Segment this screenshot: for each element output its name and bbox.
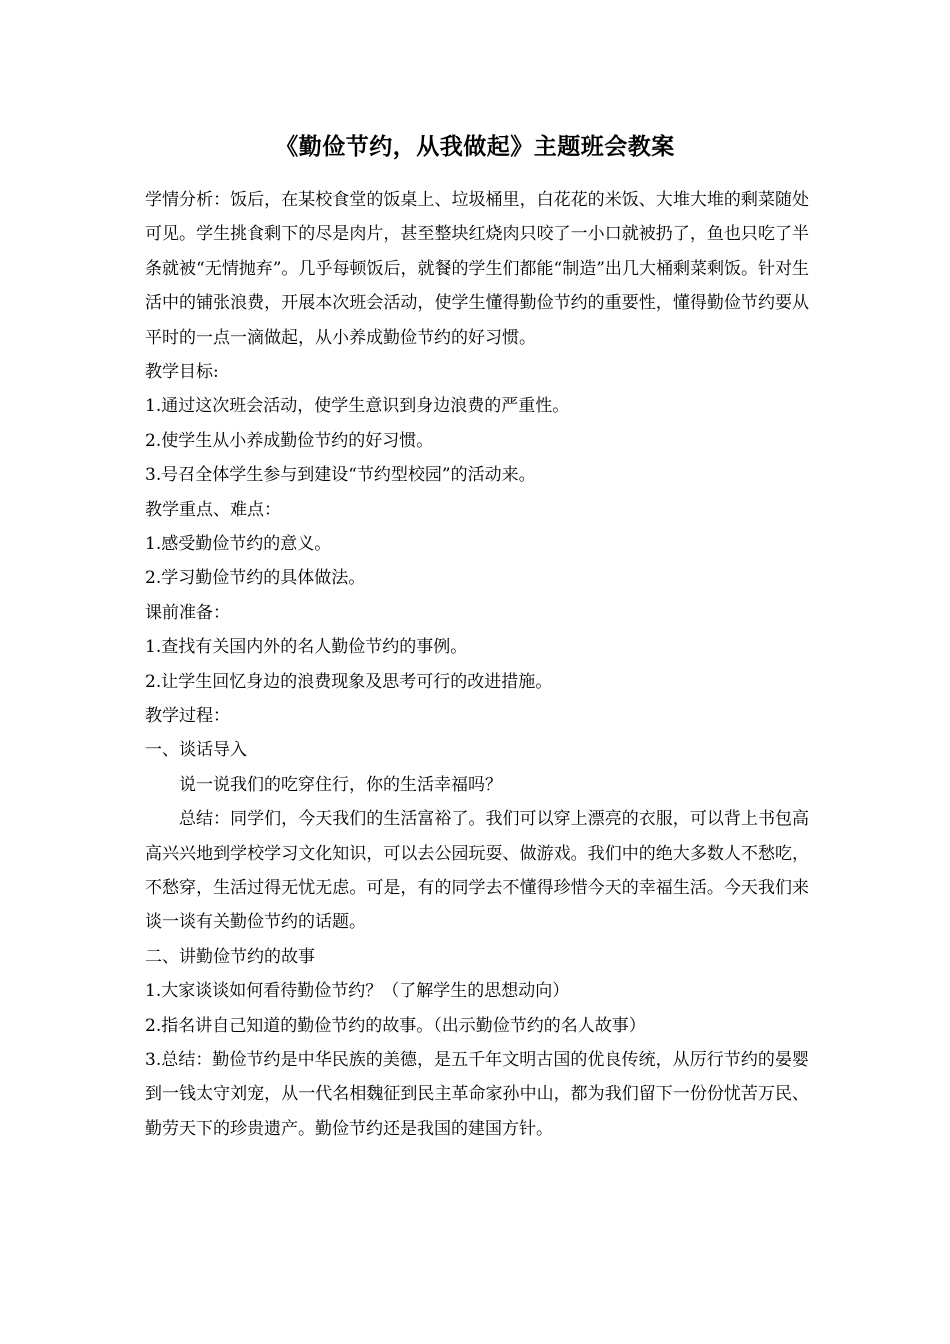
key-point-item: 1.感受勤俭节约的意义。 [145, 533, 332, 554]
section1-summary: 总结：同学们，今天我们的生活富裕了。我们可以穿上漂亮的衣服，可以背上书包高高兴兴地到学校学习文化知识，可以去公园玩耍、做游戏。我们中的绝大多数人不愁吃，不愁穿，生活过得无忧无虑。可是，有的同学去不懂得珍惜今天的幸福生活。今天我们来谈一谈有关勤俭节约的话题。 [145, 809, 809, 933]
document-title: 《勤俭节约，从我做起》主题班会教案 [275, 133, 675, 160]
goal-item: 3.号召全体学生参与到建设“节约型校园”的活动来。 [145, 465, 536, 486]
analysis-paragraph: 学情分析：饭后，在某校食堂的饭桌上、垃圾桶里，白花花的米饭、大堆大堆的剩菜随处可见。学生挑食剩下的尽是肉片，甚至整块红烧肉只咬了一小口就被扔了，鱼也只吃了半条就被“无情抛弃”。几乎每顿饭后，就餐的学生们都能“制造”出几大桶剩菜剩饭。针对生活中的铺张浪费，开展本次班会活动，使学生懂得勤俭节约的重要性，懂得勤俭节约要从平时的一点一滴做起，从小养成勤俭节约的好习惯。 [145, 190, 809, 348]
key-point-item: 2.学习勤俭节约的具体做法。 [145, 568, 366, 589]
preparation-item: 2.让学生回忆身边的浪费现象及思考可行的改进措施。 [145, 671, 553, 692]
process-heading: 教学过程： [145, 705, 230, 726]
key-points-heading: 教学重点、难点： [145, 499, 281, 520]
preparation-item: 1.查找有关国内外的名人勤俭节约的事例。 [145, 637, 468, 658]
goal-item: 2.使学生从小养成勤俭节约的好习惯。 [145, 430, 434, 451]
preparation-heading: 课前准备： [145, 602, 230, 623]
section2-item: 2.指名讲自己知道的勤俭节约的故事。（出示勤俭节约的名人故事） [145, 1015, 646, 1036]
section2-heading: 二、讲勤俭节约的故事 [145, 946, 315, 967]
section1-question: 说一说我们的吃穿住行，你的生活幸福吗？ [179, 774, 502, 795]
goals-heading: 教学目标: [145, 362, 219, 383]
goal-item: 1.通过这次班会活动，使学生意识到身边浪费的严重性。 [145, 396, 570, 417]
section1-heading: 一、谈话导入 [145, 740, 247, 761]
document-body [145, 183, 809, 1146]
section2-summary: 3.总结：勤俭节约是中华民族的美德，是五千年文明古国的优良传统，从厉行节约的晏婴到一钱太守刘宠，从一代名相魏征到民主革命家孙中山，都为我们留下一份份忧苦万民、勤劳天下的珍贵遗产。勤俭节约还是我国的建国方针。 [145, 1049, 809, 1139]
section2-item: 1.大家谈谈如何看待勤俭节约？（了解学生的思想动向） [145, 981, 570, 1002]
